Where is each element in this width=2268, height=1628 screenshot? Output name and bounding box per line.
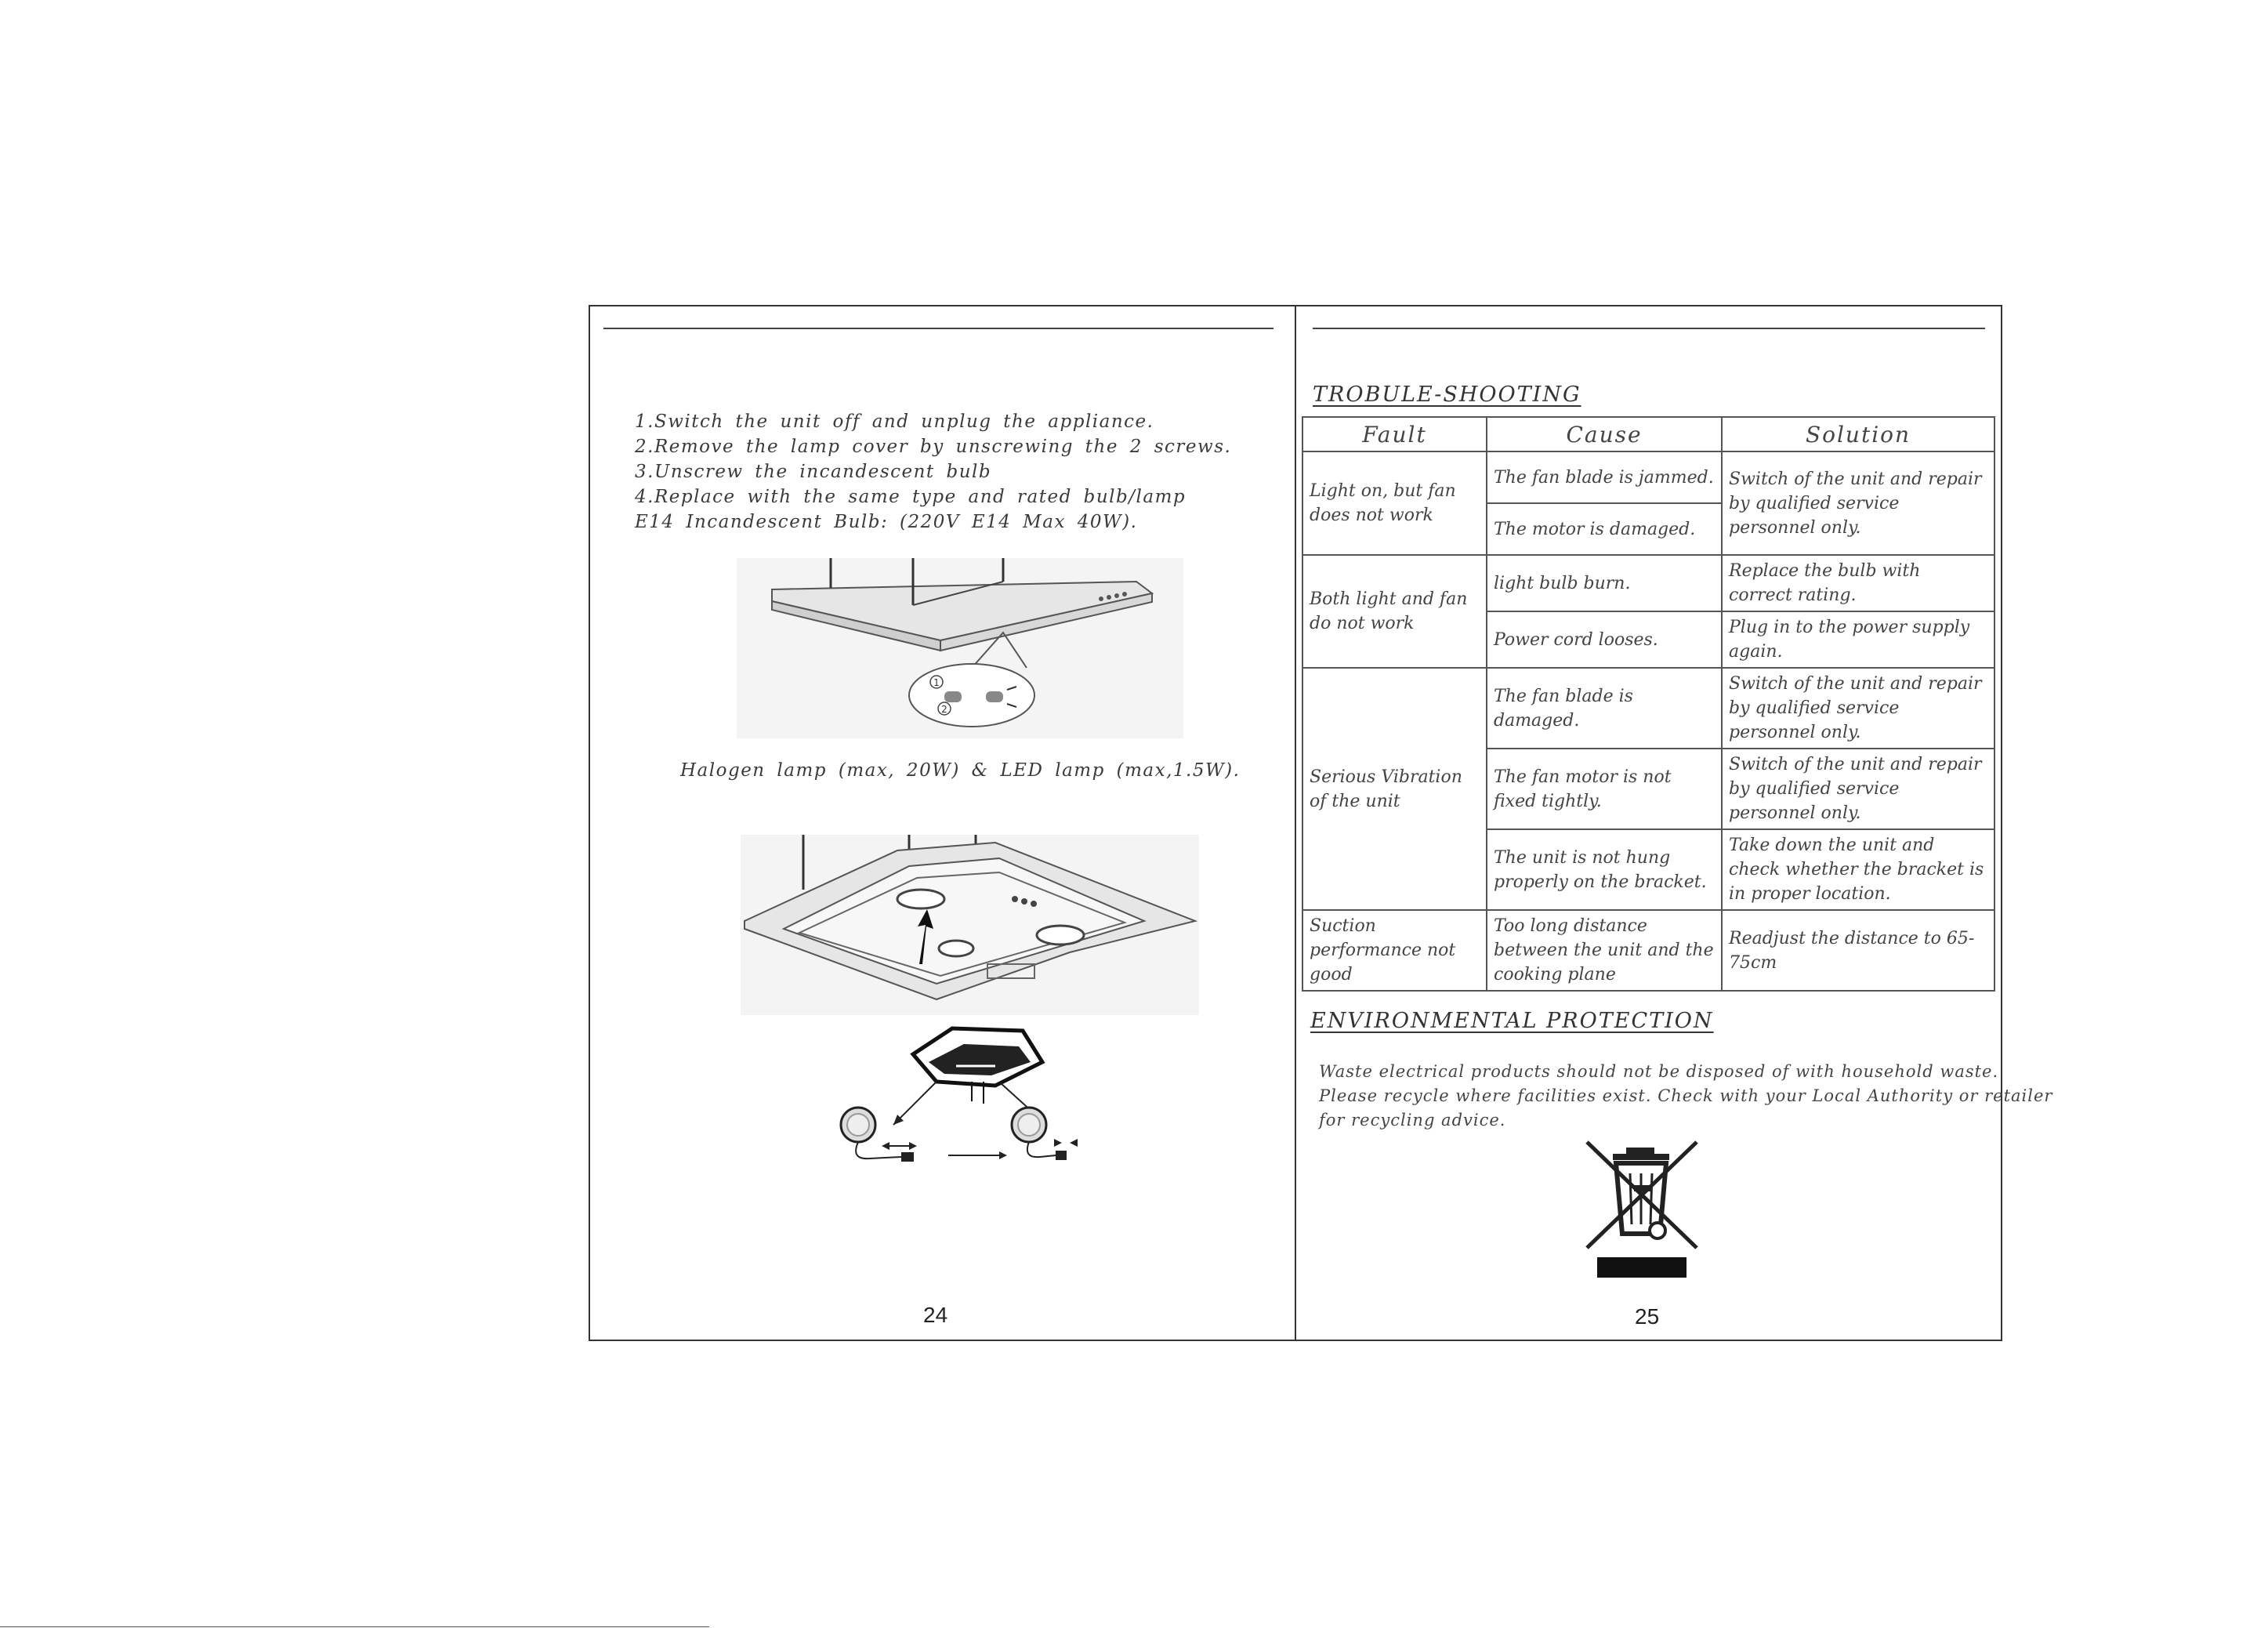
solution-cell: Readjust the distance to 65-75cm: [1722, 910, 1994, 991]
solution-cell: Switch of the unit and repair by qualified service personnel only.: [1722, 749, 1994, 829]
lamp-replacement-diagram-icon: [835, 1019, 1109, 1184]
env-line-3: for recycling advice.: [1319, 1111, 1506, 1129]
header-fault: Fault: [1302, 417, 1487, 451]
fault-cell: Both light and fan do not work: [1302, 555, 1487, 668]
cause-cell: Power cord looses.: [1487, 611, 1722, 668]
troubleshooting-table: [1302, 416, 1995, 992]
step-1: 1.Switch the unit off and unplug the appliance.: [635, 412, 1154, 432]
cause-cell: The fan blade is damaged.: [1487, 668, 1722, 749]
troubleshooting-title: TROBULE-SHOOTING: [1313, 383, 1581, 407]
step-bulb-spec: E14 Incandescent Bulb: (220V E14 Max 40W).: [635, 512, 1138, 532]
lamp-caption: Halogen lamp (max, 20W) & LED lamp (max,1.5W).: [680, 760, 1241, 781]
env-line-2: Please recycle where facilities exist. Check with your Local Authority or retailer: [1319, 1086, 2053, 1105]
table-row: [1302, 451, 1994, 503]
step-3: 3.Unscrew the incandescent bulb: [635, 462, 992, 482]
table-row: [1302, 668, 1994, 749]
table-header-row: [1302, 417, 1994, 451]
header-solution: Solution: [1722, 417, 1994, 451]
cause-cell: Too long distance between the unit and the cooking plane: [1487, 910, 1722, 991]
page-divider: [1295, 305, 1296, 1341]
solution-cell: Switch of the unit and repair by qualified service personnel only.: [1722, 668, 1994, 749]
cause-cell: light bulb burn.: [1487, 555, 1722, 611]
cause-cell: The fan motor is not fixed tightly.: [1487, 749, 1722, 829]
solution-cell: Switch of the unit and repair by qualified service personnel only.: [1722, 451, 1994, 555]
marker-1: 1: [933, 677, 940, 688]
bottom-edge-rule: [0, 1626, 709, 1627]
solution-cell: Replace the bulb with correct rating.: [1722, 555, 1994, 611]
left-header-rule: [603, 328, 1273, 329]
cause-cell: The fan blade is jammed.: [1487, 451, 1722, 503]
table-row: [1302, 555, 1994, 611]
hood-underside-diagram-icon: [741, 835, 1199, 1015]
cause-cell: The unit is not hung properly on the bracket.: [1487, 829, 1722, 910]
fault-cell: Suction performance not good: [1302, 910, 1487, 991]
fault-cell: Serious Vibration of the unit: [1302, 668, 1487, 910]
left-page-number: 24: [923, 1303, 948, 1327]
lamp-replacement-steps: [635, 409, 1231, 535]
step-4: 4.Replace with the same type and rated bulb/lamp: [635, 487, 1187, 507]
header-cause: Cause: [1487, 417, 1722, 451]
marker-2: 2: [941, 704, 947, 715]
solution-cell: Take down the unit and check whether the bracket is in proper location.: [1722, 829, 1994, 910]
cause-cell: The motor is damaged.: [1487, 503, 1722, 555]
lamp-cover-diagram-icon: [737, 558, 1183, 738]
table-row: [1302, 910, 1994, 991]
env-line-1: Waste electrical products should not be disposed of with household waste.: [1319, 1062, 1999, 1081]
environmental-title: ENVIRONMENTAL PROTECTION: [1310, 1009, 1714, 1033]
step-2: 2.Remove the lamp cover by unscrewing the 2 screws.: [635, 437, 1232, 457]
right-header-rule: [1313, 328, 1985, 329]
right-page-number: 25: [1635, 1304, 1660, 1329]
solution-cell: Plug in to the power supply again.: [1722, 611, 1994, 668]
fault-cell: Light on, but fan does not work: [1302, 451, 1487, 555]
environmental-text: [1319, 1060, 2052, 1133]
weee-crossed-bin-icon: [1583, 1138, 1701, 1281]
